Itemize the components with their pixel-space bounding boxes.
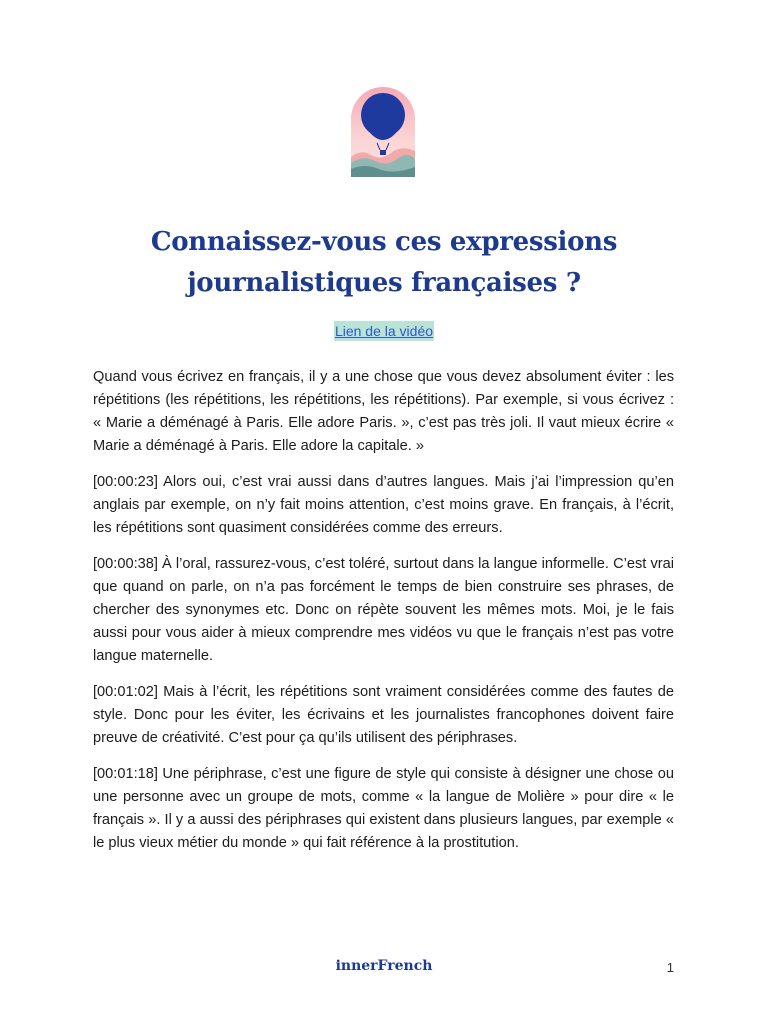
page-title: Connaissez-vous ces expressions journalistiques françaises ?	[150, 227, 618, 298]
transcript-body	[93, 366, 674, 868]
paragraph: [00:01:02] Mais à l’écrit, les répétitions sont vraiment considérées comme des fautes de style. Donc pour les éviter, les écrivains et les journalistes francophones doivent faire preuve de créativité. C’est pour ça qu’ils utilisent des périphrases.	[93, 684, 674, 746]
video-link[interactable]: Lien de la vidéo	[334, 323, 434, 339]
page-number: 1	[666, 960, 674, 975]
paragraph: [00:00:23] Alors oui, c’est vrai aussi dans d’autres langues. Mais j’ai l’impression qu’en anglais par exemple, on n’y fait moins attention, c’est moins grave. En français, à l’écrit, les répétitions sont quasiment considérées comme des erreurs.	[93, 474, 674, 536]
hot-air-balloon-logo-icon	[351, 87, 415, 177]
video-link-container	[0, 321, 768, 341]
paragraph: [00:01:18] Une périphrase, c’est une figure de style qui consiste à désigner une chose ou une personne avec un groupe de mots, comme « la langue de Molière » pour dire « le français ». Il y a aussi des périphrases qui existent dans plusieurs langues, par exemple « le plus vieux métier du monde » qui fait référence à la prostitution.	[93, 766, 674, 851]
paragraph: [00:00:38] À l’oral, rassurez-vous, c’est toléré, surtout dans la langue informelle. C’est vrai que quand on parle, on n’a pas forcément le temps de bien construire ses phrases, de chercher des synonymes etc. Donc on répète souvent les mêmes mots. Moi, je le fais aussi pour vous aider à mieux comprendre mes vidéos vu que le français n’est pas votre langue maternelle.	[93, 556, 674, 664]
footer-brand: innerFrench	[335, 958, 433, 974]
paragraph: Quand vous écrivez en français, il y a une chose que vous devez absolument éviter : les répétitions (les répétitions, les répétitions, les répétitions). Par exemple, si vous écrivez : « Marie a déménagé à Paris. Elle adore Paris. », c’est pas très joli. Il vaut mieux écrire « Marie a déménagé à Paris. Elle adore la capitale. »	[93, 369, 674, 454]
